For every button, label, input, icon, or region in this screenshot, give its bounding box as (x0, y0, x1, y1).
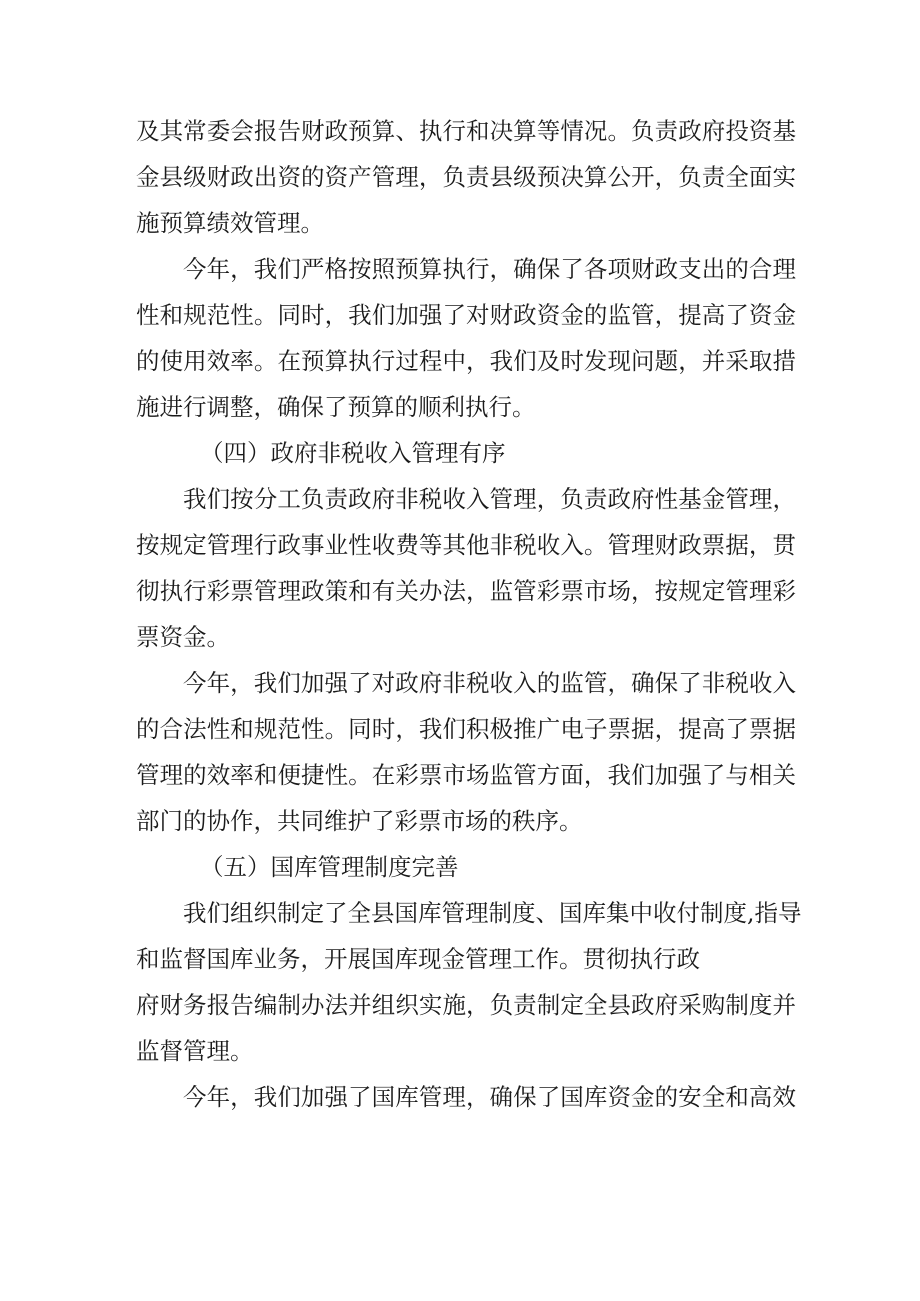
paragraph-first-line: 我们组织制定了全县国库管理制度、国库集中收付制度,指导 (183, 899, 802, 927)
text-line: 的使用效率。在预算执行过程中，我们及时发现问题，并采取措 (136, 347, 796, 375)
paragraph-first-line: 今年，我们加强了国库管理，确保了国库资金的安全和高效 (183, 1083, 796, 1111)
paragraph-first-line: 我们按分工负责政府非税收入管理，负责政府性基金管理， (183, 485, 796, 513)
document-body (136, 108, 802, 1120)
section-heading: （五）国库管理制度完善 (200, 853, 459, 881)
text-line: 施进行调整，确保了预算的顺利执行。 (136, 393, 536, 421)
text-line: 施预算绩效管理。 (136, 209, 324, 237)
paragraph-first-line: 今年，我们加强了对政府非税收入的监管，确保了非税收入 (183, 669, 796, 697)
text-line: 府财务报告编制办法并组织实施，负责制定全县政府采购制度并 (136, 991, 796, 1019)
text-line: 和监督国库业务，开展国库现金管理工作。贯彻执行政 (136, 945, 700, 973)
text-line: 票资金。 (136, 623, 230, 651)
text-line: 按规定管理行政事业性收费等其他非税收入。管理财政票据，贯 (136, 531, 796, 559)
text-line: 管理的效率和便捷性。在彩票市场监管方面，我们加强了与相关 (136, 761, 796, 789)
text-line: 的合法性和规范性。同时，我们积极推广电子票据，提高了票据 (136, 715, 796, 743)
text-line: 性和规范性。同时，我们加强了对财政资金的监管，提高了资金 (136, 301, 796, 329)
text-line: 彻执行彩票管理政策和有关办法，监管彩票市场，按规定管理彩 (136, 577, 796, 605)
text-line: 及其常委会报告财政预算、执行和决算等情况。负责政府投资基 (136, 117, 796, 145)
text-line: 部门的协作，共同维护了彩票市场的秩序。 (136, 807, 583, 835)
text-line: 金县级财政出资的资产管理，负责县级预决算公开，负责全面实 (136, 163, 796, 191)
section-heading: （四）政府非税收入管理有序 (200, 439, 506, 467)
paragraph-first-line: 今年，我们严格按照预算执行，确保了各项财政支出的合理 (183, 255, 796, 283)
text-line: 监督管理。 (136, 1037, 254, 1065)
